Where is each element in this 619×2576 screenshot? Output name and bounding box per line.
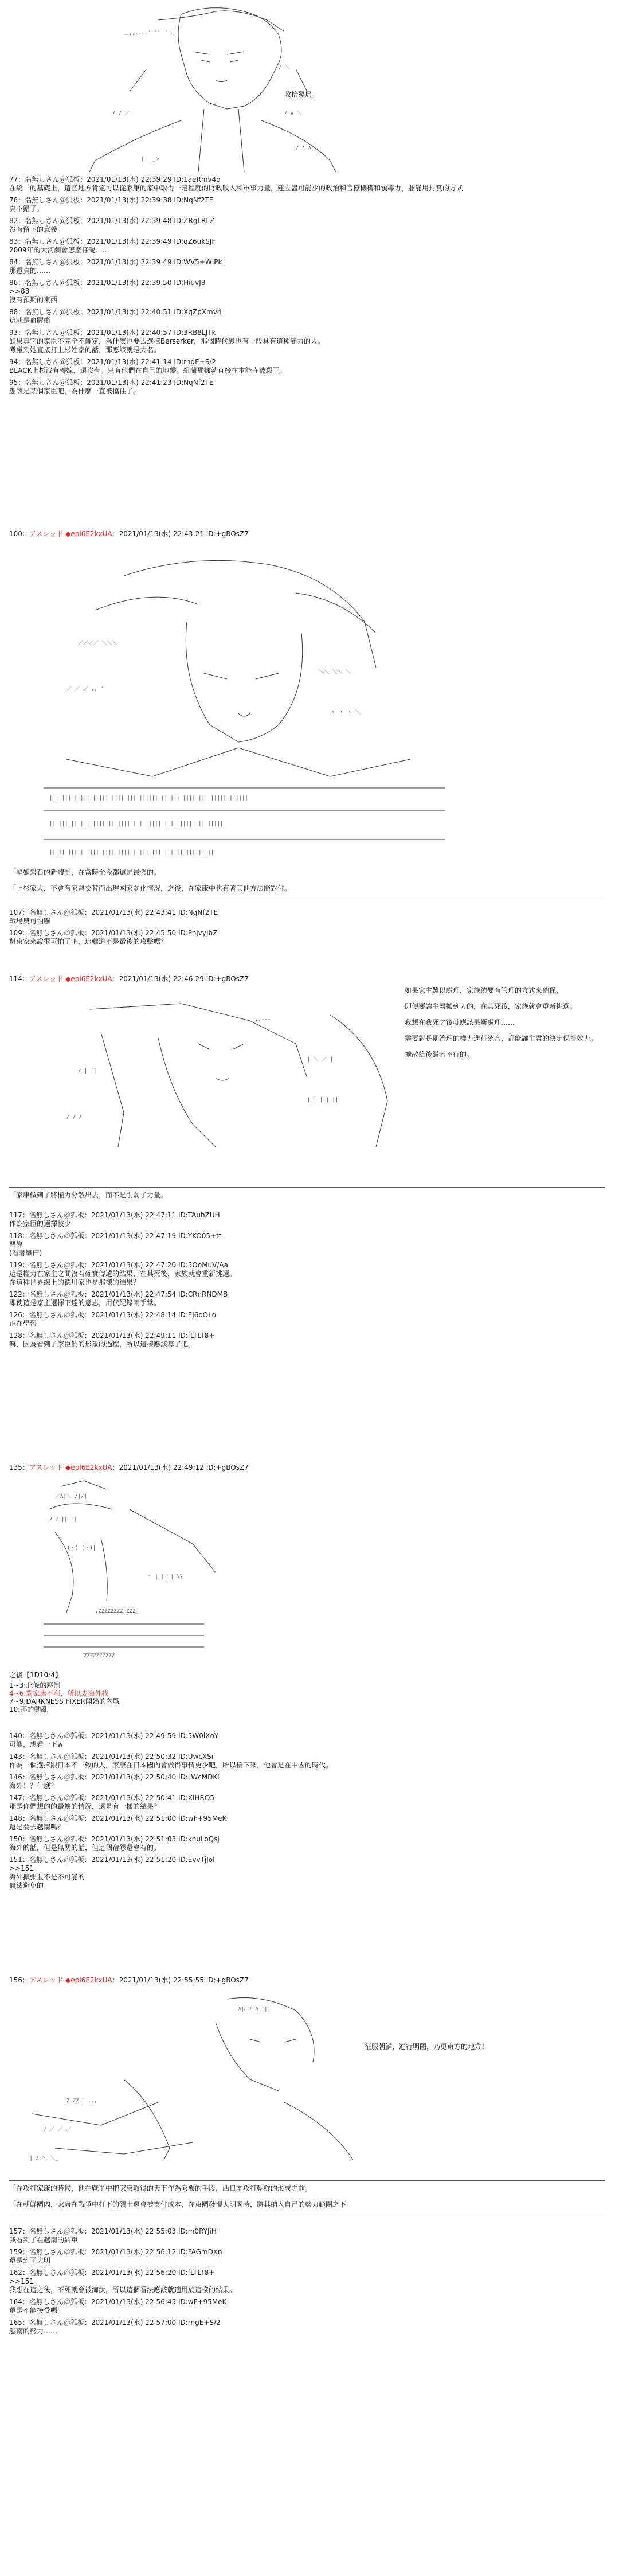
post-number: 114 <box>9 975 22 983</box>
post-body: 惡導 (看著織田) <box>9 1240 42 1257</box>
reply-post <box>9 1835 610 1852</box>
post-header: 151：名無しさん＠狐板：2021/01/13(水) 22:51:20 ID:EvvTjJoI <box>9 1856 215 1864</box>
svg-text:| ＿_ノ: | ＿_ノ <box>141 157 161 162</box>
author-post-114 <box>9 975 610 983</box>
post-body: 應該是某個家臣吧，為什麼一直被擋住了。 <box>9 387 140 395</box>
post-header: 122：名無しさん＠狐板：2021/01/13(水) 22:47:54 ID:CRnRNDMB <box>9 1290 228 1298</box>
post-header: 126：名無しさん＠狐板：2021/01/13(水) 22:48:14 ID:Ej6oOLo <box>9 1311 216 1319</box>
post-body: 2009年的大河劇會怎麼樣呢…… <box>9 246 109 254</box>
post-header: 140：名無しさん＠狐板：2021/01/13(水) 22:49:59 ID:5W0iXoY <box>9 1732 219 1740</box>
post-header: 128：名無しさん＠狐板：2021/01/13(水) 22:49:11 ID:fLTLT8+ <box>9 1332 215 1340</box>
post-body: 還是到了大明 <box>9 2257 51 2265</box>
svg-text:/ ﾉ || ||: / ﾉ || || <box>49 1517 77 1523</box>
svg-text:| ＼ ／ |: | ＼ ／ | <box>307 1057 334 1063</box>
reply-post <box>9 1753 610 1770</box>
svg-text:/ ＼: / ＼ <box>279 65 290 71</box>
reply-post <box>9 175 610 193</box>
svg-text:／ ／ ／ ,, '': ／ ／ ／ ,, '' <box>66 686 107 692</box>
ascii-art-scene-5 <box>9 1988 610 2165</box>
reply-post <box>9 1856 610 1890</box>
separator <box>9 1187 605 1188</box>
svg-text:/ | ||: / | || <box>78 1068 97 1074</box>
character-art-2 <box>9 541 610 862</box>
post-body: 嘛，因為看到了家臣們的形象的過程，所以這樣應該算了吧。 <box>9 1340 195 1348</box>
reply-post <box>9 1290 610 1307</box>
author-trip: ◆epl6E2kxUA <box>65 1976 112 1984</box>
reply-post <box>9 2227 610 2245</box>
post-body: 戰場奧可怕嚇 <box>9 917 51 925</box>
post-list <box>9 175 610 396</box>
post-header: 148：名無しさん＠狐板：2021/01/13(水) 22:51:00 ID:wF+95MeK <box>9 1814 227 1822</box>
narration-line: 擴散給後繼者不行的。 <box>405 1051 474 1059</box>
svg-text:||||| ||||| |||| |||| |||| |||: ||||| ||||| |||| |||| |||| ||||| ||| |||||| ||||| ||| <box>49 850 214 856</box>
author-trip: ◆epl6E2kxUA <box>65 975 112 983</box>
thread-section-3 <box>9 1211 610 1352</box>
ascii-art-scene-3 <box>9 986 610 1158</box>
post-header: 165：名無しさん＠狐板：2021/01/13(水) 22:57:00 ID:rngE+S/2 <box>9 2319 221 2327</box>
svg-text:＿,,..-‐''"´￣`ヽ: ＿,,..-‐''"´￣`ヽ <box>124 30 174 36</box>
reply-post <box>9 1794 610 1811</box>
post-body: 海外的話，但是無關的話，但這個宿怨還會有的。 <box>9 1844 161 1852</box>
character-art-3 <box>9 986 410 1158</box>
post-body: 這是權力在家主之間沒有確實傳遞的結果，在其死後，家族就會重新挑選。 在這種世界線上的德川家也是那樣的結果？ <box>9 1270 237 1286</box>
author-post-100 <box>9 530 610 538</box>
post-body: 作為家臣的選擇較少 <box>9 1220 72 1228</box>
dice-result-block <box>9 1669 610 1714</box>
reply-post <box>9 378 610 396</box>
ascii-art-scene-2 <box>9 541 610 862</box>
post-body: >>151 我想在這之後，不死就會被淘汰，所以這個看法應該就適用於這樣的結果。 <box>9 2277 237 2294</box>
svg-text:/ / /: / / / <box>66 1114 83 1120</box>
svg-text:／／／／ ＼＼＼: ／／／／ ＼＼＼ <box>78 641 117 646</box>
author-name: アスレッド <box>29 1463 64 1472</box>
reply-post <box>9 2319 610 2336</box>
post-header: 93：名無しさん＠狐板：2021/01/13(水) 22:40:57 ID:3RB8LJTk <box>9 329 216 337</box>
author-post-156 <box>9 1976 610 1985</box>
post-body: 沒有留下的意義 <box>9 225 58 233</box>
post-number: 135 <box>9 1463 22 1472</box>
post-body: 作為一個選擇跟日本不一致的人，家康在日本國內會做得事情更少吧，所以接下來，他會是在中國的時代。 <box>9 1761 333 1769</box>
author-name: アスレッド <box>29 530 64 538</box>
svg-text:ZZZZZZZZZZ: ZZZZZZZZZZ <box>84 1653 115 1659</box>
post-date: 2021/01/13(水) 22:55:55 <box>119 1976 204 1984</box>
post-header: 150：名無しさん＠狐板：2021/01/13(水) 22:51:03 ID:knuLoQsj <box>9 1835 220 1843</box>
author-post-header: 156：アスレッド ◆epl6E2kxUA：2021/01/13(水) 22:55:55 ID:+gBOsZ7 <box>9 1976 249 1984</box>
svg-text:| | | | ||: | | | | || <box>307 1097 339 1103</box>
svg-text:,ZZZZZZZZ ZZZ_: ,ZZZZZZZZ ZZZ_ <box>95 1609 139 1614</box>
post-header: 107：名無しさん＠狐板：2021/01/13(水) 22:43:41 ID:NqNf2TE <box>9 908 218 916</box>
post-header: 119：名無しさん＠狐板：2021/01/13(水) 22:47:20 ID:5OoMuV/Aa <box>9 1261 228 1269</box>
narration-block-1 <box>9 866 610 900</box>
reply-post <box>9 2298 610 2315</box>
character-art-5 <box>9 1988 410 2165</box>
svg-text:|| / ＼ ＼_: || / ＼ ＼_ <box>26 2156 58 2161</box>
svg-text:＿,,-‐‐: ＿,,-‐‐ <box>250 1017 271 1022</box>
post-id: ID:+gBOsZ7 <box>206 1976 249 1984</box>
author-trip: ◆epl6E2kxUA <box>65 530 112 538</box>
post-header: 77：名無しさん＠狐板：2021/01/13(水) 22:39:29 ID:1aeRmv4q <box>9 175 221 184</box>
reply-post <box>9 1332 610 1349</box>
dice-option: 4~6:對家康不利，所以去海外找 <box>9 1689 109 1697</box>
post-header: 117：名無しさん＠狐板：2021/01/13(水) 22:47:11 ID:TAuhZUH <box>9 1211 220 1219</box>
thread-section-4 <box>9 1732 610 1894</box>
post-body: 正在學習 <box>9 1320 37 1328</box>
post-number: 156 <box>9 1976 22 1984</box>
post-body: 那是你們想的的最壞的情況，還是有一樣的結果？ <box>9 1802 161 1810</box>
post-list <box>9 1211 610 1349</box>
post-body: 海外！？什麼？ <box>9 1782 58 1790</box>
post-header: 109：名無しさん＠狐板：2021/01/13(水) 22:45:50 ID:PnjvyJbZ <box>9 929 218 937</box>
reply-post <box>9 196 610 213</box>
author-trip: ◆epl6E2kxUA <box>65 1463 112 1472</box>
ascii-art-scene-4 <box>9 1475 610 1664</box>
reply-post <box>9 908 610 926</box>
post-body: 這就是血腥衝 <box>9 317 51 325</box>
svg-text:／Λ|＼ /|/|: ／Λ|＼ /|/| <box>55 1494 87 1500</box>
post-body: 即使這是家主選擇下達的意志，用代紀錄兩手掌。 <box>9 1299 161 1307</box>
separator <box>9 2180 605 2181</box>
speech-text: 收拾殘局。 <box>284 91 319 99</box>
post-body: 如果真它的家臣不完全不確定，為什麼也要去選擇Berserker，那個時代裏也有一般具有這種能力的人。 考慮到她直接打上杉姓家的話，那應該就是大名。 <box>9 337 324 354</box>
author-post-header: 114：アスレッド ◆epl6E2kxUA：2021/01/13(水) 22:46:29 ID:+gBOsZ7 <box>9 975 249 983</box>
post-body: 真不錯了。 <box>9 205 44 213</box>
post-body: 可能，想看一下w <box>9 1740 63 1748</box>
post-list <box>9 2227 610 2336</box>
svg-text:ﾉ ／ ／ ／: ﾉ ／ ／ ／ <box>44 2127 71 2133</box>
thread-section-1 <box>9 175 610 399</box>
reply-post <box>9 929 610 946</box>
post-header: 157：名無しさん＠狐板：2021/01/13(水) 22:55:03 ID:m0RYJiH <box>9 2227 217 2235</box>
post-header: 84：名無しさん＠狐板：2021/01/13(水) 22:39:49 ID:WV5+WIPk <box>9 258 222 266</box>
narration-block-2 <box>9 1184 610 1207</box>
reply-post <box>9 217 610 234</box>
narration-line: 「在朝鮮國內，家康在戰爭中打下的領土還會被支付成本，在東國發現大明國時，將其納入自己的勢力範圍之下 <box>9 2200 347 2208</box>
post-header: 147：名無しさん＠狐板：2021/01/13(水) 22:50:41 ID:XIHRO5 <box>9 1794 214 1802</box>
reply-post <box>9 1232 610 1258</box>
post-header: 162：名無しさん＠狐板：2021/01/13(水) 22:56:20 ID:fLTLT8+ <box>9 2269 215 2277</box>
post-list <box>9 908 610 946</box>
reply-post <box>9 2248 610 2265</box>
post-header: 95：名無しさん＠狐板：2021/01/13(水) 22:41:23 ID:NqNf2TE <box>9 378 214 387</box>
ascii-art-scene-1 <box>9 0 610 172</box>
narration-line: 「家康做到了將權力分散出去，而不是削弱了力量。 <box>9 1191 168 1199</box>
reply-post <box>9 308 610 325</box>
character-art-1 <box>9 0 422 172</box>
svg-text:/ ∧ ∧: / ∧ ∧ <box>296 145 312 151</box>
reply-post <box>9 237 610 255</box>
dice-option: 7~9:DARKNESS FIXER開始的內戰 <box>9 1697 120 1705</box>
narration-line: 我想在我死之後就應該果斷處理…… <box>405 1018 515 1027</box>
post-body: 對東家來說很可怕了吧，這難道不是最後的攻擊嗎？ <box>9 938 168 946</box>
speech-text: 征服朝鮮，進行明國，乃更東方的地方！ <box>365 2043 489 2051</box>
reply-post <box>9 1773 610 1790</box>
post-number: 100 <box>9 530 22 538</box>
post-date: 2021/01/13(水) 22:49:12 <box>119 1463 204 1472</box>
narration-line: 即便要讓主君搬到人的，在其死後，家族就會重新挑選。 <box>405 1002 577 1010</box>
post-body: 在統一的基礎上，這些地方肯定可以從家康的家中取得一定程度的財政收入和軍事力量，建立盡可能少的政治和官僚機構和領導力，並能用封賞的方式 <box>9 184 464 192</box>
post-header: 159：名無しさん＠狐板：2021/01/13(水) 22:56:12 ID:FAGmDXn <box>9 2248 222 2256</box>
post-header: 118：名無しさん＠狐板：2021/01/13(水) 22:47:19 ID:YKO05+tt <box>9 1232 222 1240</box>
post-body: BLACK上杉沒有轉嫁，還沒有。只有他們在自己的地盤。紐蘭那樣就直接在本能寺被殺了。 <box>9 366 287 374</box>
dice-option: 1~3:北條的壓制 <box>9 1681 61 1689</box>
post-header: 88：名無しさん＠狐板：2021/01/13(水) 22:40:51 ID:XqZpXmv4 <box>9 308 222 316</box>
reply-post <box>9 1311 610 1328</box>
post-id: ID:+gBOsZ7 <box>206 1463 249 1472</box>
narration-line: 「上杉家大，不會有家督交替而出現國家弱化情況，之後，在家康中也有著其他方法能對付。 <box>9 884 292 892</box>
post-date: 2021/01/13(水) 22:46:29 <box>119 975 204 983</box>
reply-post <box>9 1211 610 1228</box>
reply-post <box>9 2269 610 2294</box>
narration-line: 「在攻打家康的時候，他在戰爭中把家康取得的天下作為家族的手段，西日本攻打朝鮮的形成之前。 <box>9 2184 312 2192</box>
character-art-4 <box>9 1475 410 1664</box>
narration-side-text <box>405 986 597 1067</box>
svg-text:| | ||| ||||| | ||| |||| ||| |: | | ||| ||||| | ||| |||| ||| |||||| || ||| |||| ||| ||||| |||||| <box>49 795 248 801</box>
post-body: 越南的勢力…… <box>9 2327 58 2335</box>
thread-section-5 <box>9 2227 610 2339</box>
dice-options <box>9 1681 610 1714</box>
post-body: 還是要去越南嗎？ <box>9 1823 65 1831</box>
post-header: 82：名無しさん＠狐板：2021/01/13(水) 22:39:48 ID:ZRgLRLZ <box>9 217 215 225</box>
svg-text:| (・) (・)|: | (・) (・)| <box>61 1545 96 1551</box>
svg-text:/ / ／: / / ／ <box>112 111 130 116</box>
narration-line: 如果家主難以處理，家族總要有管理的方式來確保， <box>405 986 563 994</box>
dice-option: 10:那的動亂 <box>9 1705 48 1714</box>
reply-post <box>9 1814 610 1832</box>
author-post-135 <box>9 1463 610 1472</box>
post-body: 還是不能接受嗎 <box>9 2306 58 2315</box>
svg-text:ヽ ヽ ヽ ＼: ヽ ヽ ヽ ＼ <box>330 709 361 715</box>
post-header: 78：名無しさん＠狐板：2021/01/13(水) 22:39:38 ID:NqNf2TE <box>9 196 214 204</box>
narration-line: 「堅如磐石的新體制，在當時至今都還是最強的。 <box>9 868 161 876</box>
post-body: >>151 海外擴張並不是不可能的 無法避免的 <box>9 1864 85 1890</box>
post-id: ID:+gBOsZ7 <box>206 530 249 538</box>
svg-text:＼＼ ＼＼ ＼: ＼＼ ＼＼ ＼ <box>319 669 351 675</box>
post-id: ID:+gBOsZ7 <box>206 975 249 983</box>
svg-text:/ ∧ ＼: / ∧ ＼ <box>284 111 302 116</box>
author-name: アスレッド <box>29 975 64 983</box>
svg-text:|| ||| |||||| |||| ||||||| ||: || ||| |||||| |||| ||||||| ||| ||||| |||| |||| ||| ||||| <box>49 821 224 827</box>
svg-text:ﾊ|ﾊ ﾊ ﾊ |||: ﾊ|ﾊ ﾊ ﾊ ||| <box>238 2007 271 2012</box>
reply-post <box>9 279 610 305</box>
thread-section-2 <box>9 908 610 950</box>
reply-post <box>9 1732 610 1749</box>
post-body: 那還真的…… <box>9 267 51 275</box>
svg-text:ヽ | || | \\: ヽ | || | \\ <box>147 1574 183 1580</box>
author-post-header: 100：アスレッド ◆epl6E2kxUA：2021/01/13(水) 22:43:21 ID:+gBOsZ7 <box>9 530 249 538</box>
reply-post <box>9 358 610 375</box>
post-body: >>83 沒有預期的東西 <box>9 287 58 304</box>
post-header: 164：名無しさん＠狐板：2021/01/13(水) 22:56:45 ID:wF+95MeK <box>9 2298 227 2306</box>
post-header: 86：名無しさん＠狐板：2021/01/13(水) 22:39:50 ID:HiuvJ8 <box>9 279 206 287</box>
post-header: 83：名無しさん＠狐板：2021/01/13(水) 22:39:49 ID:qZ6ukSJF <box>9 237 216 245</box>
post-list <box>9 1732 610 1890</box>
dice-head: 之後【1D10:4】 <box>9 1671 62 1679</box>
reply-post <box>9 1261 610 1287</box>
post-date: 2021/01/13(水) 22:43:21 <box>119 530 204 538</box>
post-header: 143：名無しさん＠狐板：2021/01/13(水) 22:50:32 ID:UwcXSr <box>9 1753 214 1761</box>
svg-text:Z ZZ ﾟ ,,,: Z ZZ ﾟ ,,, <box>66 2098 97 2104</box>
post-header: 94：名無しさん＠狐板：2021/01/13(水) 22:41:14 ID:rngE+S/2 <box>9 358 217 366</box>
narration-block-3 <box>9 2177 610 2216</box>
reply-post <box>9 258 610 275</box>
post-body: 我看到了在越南的結束 <box>9 2236 79 2244</box>
author-post-header: 135：アスレッド ◆epl6E2kxUA：2021/01/13(水) 22:49:12 ID:+gBOsZ7 <box>9 1463 249 1472</box>
author-name: アスレッド <box>29 1976 64 1984</box>
narration-line: 需要對長期治理的權力進行統合，都能讓主君的決定保持效力。 <box>405 1035 598 1043</box>
post-header: 146：名無しさん＠狐板：2021/01/13(水) 22:50:40 ID:LWcMDKi <box>9 1773 220 1781</box>
reply-post <box>9 329 610 354</box>
